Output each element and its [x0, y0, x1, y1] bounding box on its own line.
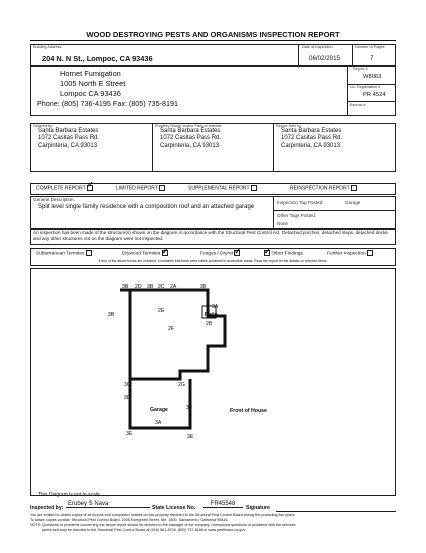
other-tags-value: None: [277, 221, 288, 226]
diagram-label-2c: 2C: [158, 284, 165, 290]
registration-number: PR 4524: [363, 92, 386, 98]
property-owner-label: Property Owner and/or Party of Interest:: [155, 124, 223, 128]
floor-plan-diagram: [30, 268, 396, 496]
description-divider: [273, 196, 274, 229]
subterranean-checkbox[interactable]: [86, 250, 92, 256]
diagram-label-3c: 3C: [124, 382, 131, 388]
property-owner: [155, 124, 273, 150]
ordered-by-label: Ordered by:: [33, 124, 54, 128]
report-number: W8063: [363, 74, 382, 80]
diagram-label-3d: 3D: [124, 395, 131, 401]
inspection-notice: An inspection has been made of the structure(s) shown on the diagram in accordance with the Structural Pest Control Act. Detached porches, detached steps, detached decks and any other structures not on the diagram were not inspected.: [33, 230, 388, 242]
finding-other[interactable]: [264, 250, 303, 256]
report-type-supplemental[interactable]: [188, 185, 257, 191]
diagram-scale-note: This Diagram is not to scale: [38, 492, 100, 498]
report-type-reinspection[interactable]: [290, 185, 357, 191]
diagram-label-3b-right: 3B: [200, 284, 207, 290]
report-title: WOOD DESTROYING PESTS AND ORGANISMS INSPECTION REPORT: [86, 30, 340, 39]
limited-report-label: LIMITED REPORT: [116, 185, 158, 192]
company-name: Hornet Fumigation: [60, 69, 121, 78]
supplemental-report-label: SUPPLEMENTAL REPORT: [188, 185, 250, 192]
reinspection-report-checkbox[interactable]: [351, 185, 357, 191]
report-sent-to-name: Santa Barbara Estates: [281, 128, 342, 134]
other-tags-label: Other Tags Posted:: [277, 213, 317, 218]
diagram-label-garage: Garage: [150, 407, 168, 413]
diagram-label-2g: 2G: [178, 382, 185, 388]
finding-further[interactable]: [327, 250, 373, 256]
registration-label: Lic. Registration #: [350, 85, 381, 89]
report-number-label: Report #: [353, 67, 368, 71]
address-divider-2: [352, 44, 353, 66]
footer-line-2: To obtain copies contact: Structural Pest Control Board, 2005 Evergreen Street, Ste. 1500, Sacramento, California 95815.: [30, 518, 229, 522]
diagram-label-3a-top: 3A: [212, 304, 219, 310]
supplemental-report-checkbox[interactable]: [251, 185, 257, 191]
fungus-checkbox[interactable]: [234, 250, 240, 256]
tag-posted-value: Garage: [345, 200, 361, 205]
floor-plan-outline: [120, 290, 225, 379]
license-number: FR45548: [203, 501, 243, 508]
report-sent-to: [276, 124, 394, 150]
diagram-label-3b-top: 3B: [122, 284, 129, 290]
date-label: Date of Inspection: [302, 45, 333, 49]
further-inspection-label: Further Inspection: [327, 251, 366, 257]
diagram-label-2d: 2D: [135, 284, 142, 290]
diagram-label-2e: 2E: [158, 308, 165, 314]
finding-subterranean[interactable]: [36, 250, 92, 256]
diagram-label-3b-mid: 3B: [147, 284, 154, 290]
property-owner-name: Santa Barbara Estates: [160, 128, 221, 134]
page-count: 7: [370, 55, 374, 62]
diagram-label-3f: 3F: [186, 405, 193, 411]
reinspection-report-label: REINSPECTION REPORT: [290, 185, 350, 192]
report-info-rule-2: [347, 101, 396, 102]
ordered-by-street: 1072 Casitas Pass Rd.: [38, 135, 100, 142]
inspection-date: 06/02/2015: [309, 55, 340, 62]
building-address-label: Building Address:: [33, 45, 63, 49]
ordered-by: [33, 124, 151, 150]
property-owner-city: Carpinteria, CA 93013: [160, 142, 220, 149]
signature-label: Signature: [246, 505, 270, 511]
diagram-label-2f: 2F: [168, 326, 175, 332]
company-street: 1005 North E Street: [60, 79, 126, 88]
ordered-by-city: Carpinteria, CA 93013: [38, 142, 98, 149]
parties-divider-1: [152, 123, 153, 172]
other-findings-checkbox[interactable]: [264, 250, 270, 256]
company-city: Lompoc CA 93436: [60, 89, 121, 98]
further-inspection-checkbox[interactable]: [367, 250, 373, 256]
complete-report-label: COMPLETE REPORT: [36, 185, 86, 192]
diagram-label-patio: Patio: [205, 312, 218, 318]
footer-line-3: NOTE: Questions or problems concerning the above report should be directed to the manager of the company. Unresolved questions or problems with the services: [30, 523, 296, 527]
finding-fungus[interactable]: [200, 250, 240, 256]
report-info-divider: [347, 66, 348, 116]
complete-report-checkbox[interactable]: [87, 185, 93, 191]
parties-divider-2: [273, 123, 274, 172]
property-owner-street: 1072 Casitas Pass Rd.: [160, 135, 222, 142]
pages-label: Number of Pages: [355, 45, 385, 49]
company-phone: Phone: (805) 736-4195 Fax: (805) 735-8191: [37, 99, 179, 108]
diagram-label-3b-left: 3B: [108, 312, 115, 318]
report-sent-to-label: Report Sent to:: [276, 124, 302, 128]
diagram-label-front-of-house: Front of House: [230, 408, 267, 414]
subterranean-label: Subterranean Termites: [36, 251, 85, 257]
report-type-limited[interactable]: [116, 185, 165, 191]
drywood-checkbox[interactable]: [162, 250, 168, 256]
inspector-name: Erubey S Nava: [66, 501, 150, 508]
other-findings-label: Other Findings: [271, 251, 303, 257]
report-sent-to-city: Carpinteria, CA 93013: [281, 142, 341, 149]
fungus-label: Fungus / Dryrot: [200, 251, 234, 257]
drywood-label: Drywood Termites: [122, 251, 161, 257]
report-type-complete[interactable]: [36, 185, 93, 191]
limited-report-checkbox[interactable]: [159, 185, 165, 191]
findings-note: If any of the above boxes are checked, it indicates that there were visible problems in accessible areas. Read the report for the details on checked items.: [98, 259, 328, 263]
description-block: [30, 196, 396, 229]
diagram-label-3e-left: 3E: [126, 431, 133, 437]
inspected-by-label: Inspected by:: [30, 505, 64, 511]
finding-drywood[interactable]: [122, 250, 168, 256]
diagram-label-3a-bottom: 3A: [155, 420, 162, 426]
address-divider-1: [298, 44, 299, 66]
footer-line-4: performed may be directed to the Structural Pest Control Board at (916) 561-8708, (800) 737-8188 or www.pestboard.ca.gov: [42, 528, 246, 532]
footer-line-1: You are entitled to obtain copies of all reports and completion notices on this property reported to the Structural Pest Control Board during the preceding two years.: [30, 513, 296, 517]
diagram-label-3e-right: 3E: [187, 434, 194, 440]
report-sent-to-street: 1072 Casitas Pass Rd.: [281, 135, 343, 142]
license-label: State License No.: [152, 505, 196, 511]
ordered-by-name: Santa Barbara Estates: [38, 128, 99, 134]
signature-line[interactable]: [276, 511, 396, 512]
escrow-label: Escrow #: [350, 103, 366, 107]
general-description: Split level single family residence with a composition roof and an attached garage: [38, 204, 255, 210]
general-description-label: General Description:: [33, 197, 75, 202]
tag-posted-label: Inspection Tag Posted:: [277, 200, 324, 205]
diagram-label-2a: 2A: [170, 284, 177, 290]
building-address: 204 N. N St., Lompoc, CA 93436: [42, 54, 153, 63]
diagram-label-2b: 2B: [206, 321, 213, 327]
title-rule: [30, 40, 396, 41]
tags-divider: [273, 210, 396, 211]
